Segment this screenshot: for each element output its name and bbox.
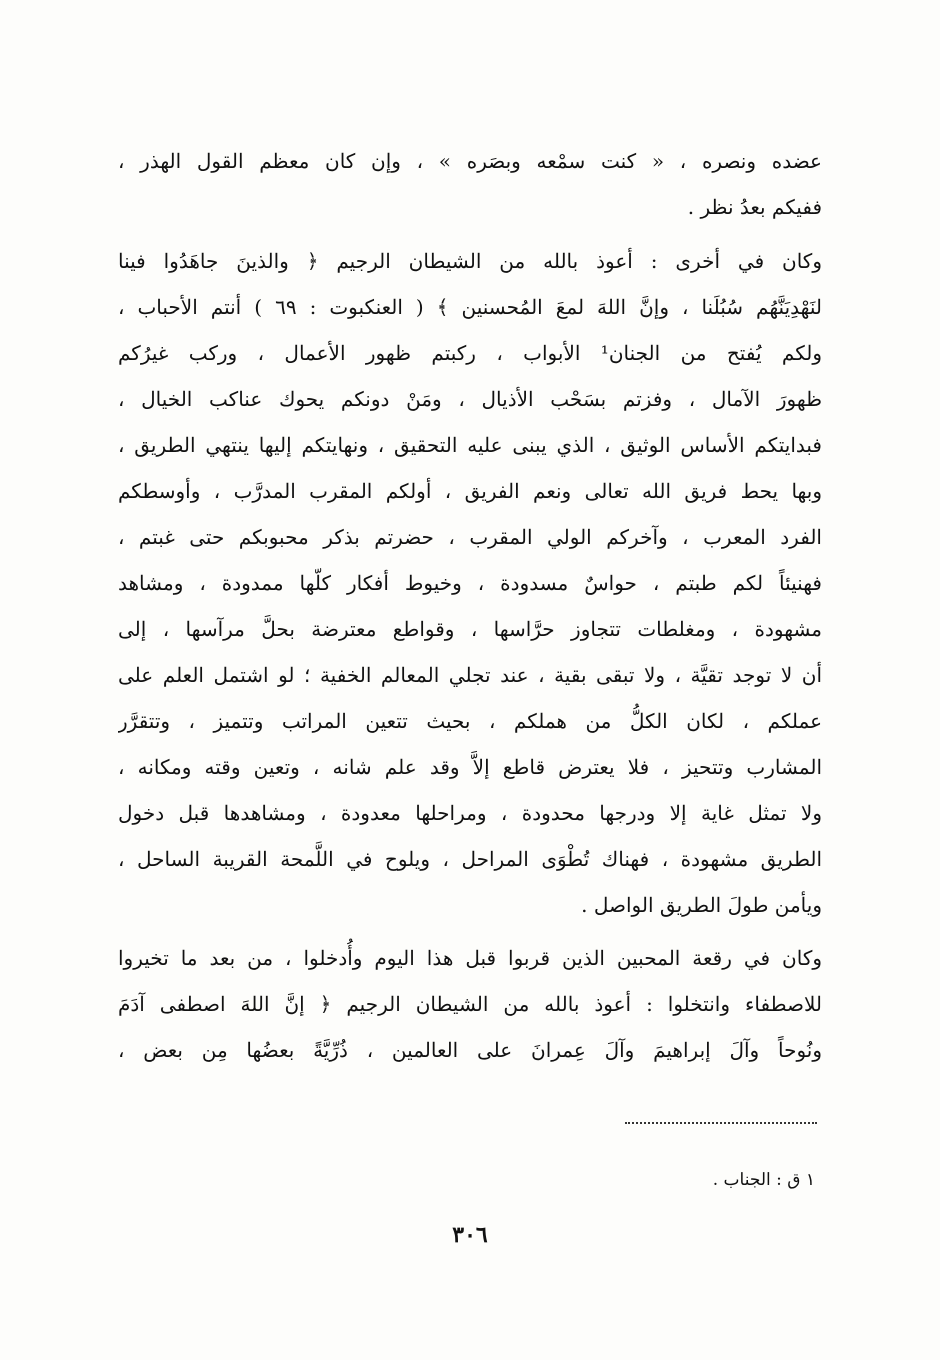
text-line: أن لا توجد تقيَّة ، ولا تبقى بقية ، عند تجلي المعالم الخفية ؛ لو اشتمل العلم على xyxy=(118,663,822,687)
text-line: عضده ونصره ، « كنت سمْعه وبصَره » ، وإن كان معظم القول الهذر ، xyxy=(118,149,822,173)
footnote-divider xyxy=(625,1122,817,1124)
text-line: لنَهْدِيَنَّهُم سُبُلَنا ، وإنَّ اللهَ لمعَ المُحسنين ﴾ ( العنكبوت : ٦٩ ) أنتم الأحباب ، xyxy=(118,295,822,319)
paragraph-3 xyxy=(118,935,822,1073)
text-line: فهنيئاً لكم طبتم ، حواسٌ مسدودة ، وخيوط أفكار كلّها ممدودة ، ومشاهد xyxy=(118,571,822,595)
footnote: ١ ق : الجناب . xyxy=(712,1170,815,1190)
text-line: ظهورَ الآمال ، وفزتم بسَحْب الأذيال ، ومَنْ دونكم يحوك عناكب الخيال ، xyxy=(118,387,822,411)
text-line: وبها يحط فريق الله تعالى ونعم الفريق ، أولكم المقرب المدرَّب ، وأوسطكم xyxy=(118,479,822,503)
text-line: للاصطفاء وانتخلوا : أعوذ بالله من الشيطان الرجيم ﴿ إنَّ اللهَ اصطفى آدَمَ xyxy=(118,992,822,1016)
paragraph-2 xyxy=(118,238,822,928)
text-line: مشهودة ، ومغلطات تتجاوز حرَّاسها ، وقواطع معترضة بحلَّ مرآسها ، إلى xyxy=(118,617,822,641)
page-number: ٣٠٦ xyxy=(452,1222,488,1248)
text-line: عملكم ، لكان الكلُّ من هملكم ، بحيث تتعين المراتب وتتميز ، وتتقرَّر xyxy=(118,709,822,733)
text-line: ويأمن طولَ الطريق الواصل . xyxy=(581,893,822,917)
text-line: ولا تمثل غاية إلا ودرجها محدودة ، ومراحلها معدودة ، ومشاهدها قبل دخول xyxy=(118,801,822,825)
text-line: ونُوحاً وآلَ إبراهيمَ وآلَ عِمرانَ على العالمين ، ذُرِّيَّةً بعضُها مِن بعض ، xyxy=(118,1038,822,1062)
text-line: الطريق مشهودة ، فهناك تُطْوَى المراحل ، ويلوح في اللَّمحة القريبة الساحل ، xyxy=(118,847,822,871)
text-line: ففيكم بعدُ نظر . xyxy=(687,195,822,219)
text-line: فبدايتكم الأساس الوثيق ، الذي يبنى عليه التحقيق ، ونهايتكم إليها ينتهي الطريق ، xyxy=(118,433,822,457)
paragraph-1 xyxy=(118,138,822,230)
text-line: المشارب وتتحيز ، فلا يعترض قاطع إلاَّ وقد علم شانه ، وتعين وقته ومكانه ، xyxy=(118,755,822,779)
text-line: الفرد المعرب ، وآخركم الولي المقرب ، حضرتم بذكر محبوبكم حتى غبتم ، xyxy=(118,525,822,549)
text-line: وكان في رقعة المحبين الذين قربوا قبل هذا اليوم وأُدخلوا ، من بعد ما تخيروا xyxy=(118,946,822,970)
text-line: وكان في أخرى : أعوذ بالله من الشيطان الرجيم ﴿ والذينَ جاهَدُوا فينا xyxy=(118,249,822,273)
text-line: ولكم يُفتح من الجنان¹ الأبواب ، ركبتم ظهور الأعمال ، وركب غيرُكم xyxy=(118,341,822,365)
